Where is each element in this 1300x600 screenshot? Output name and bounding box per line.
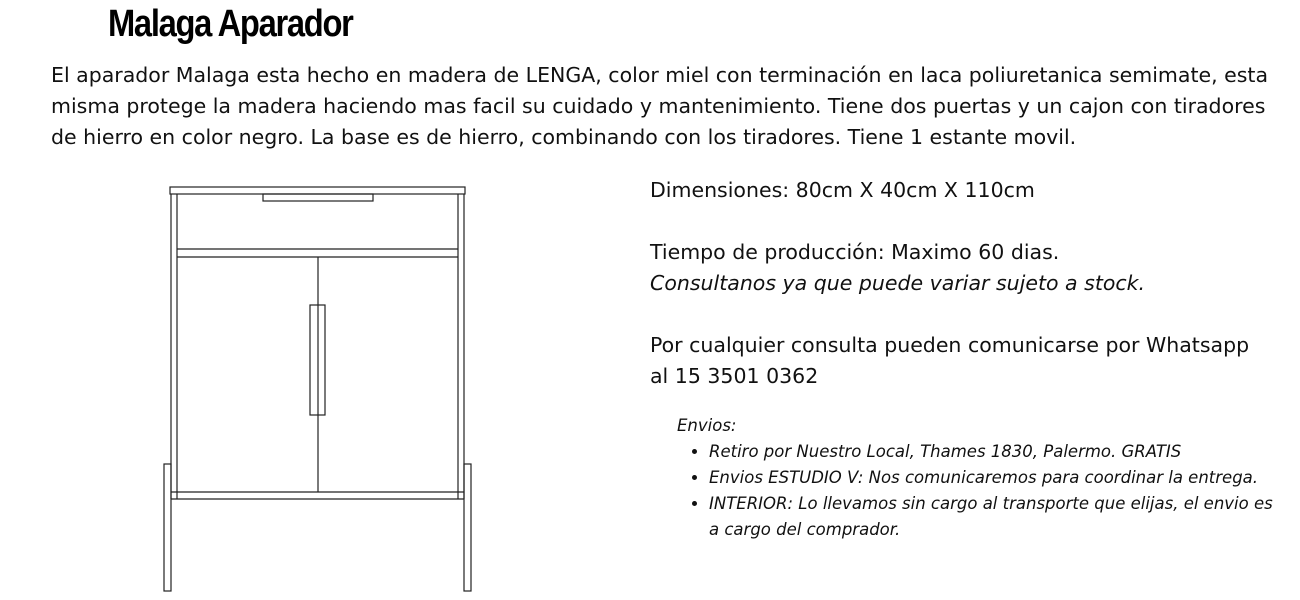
sideboard-drawing — [160, 183, 480, 595]
product-description: El aparador Malaga esta hecho en madera de LENGA, color miel con terminación en laca poliuretanica semimate, esta misma protege la madera haciendo mas facil su cuidado y mantenimiento. Tiene dos puertas y un cajon con tiradores de hierro en color negro. La base es de hierro, combinando con los tiradores. Tiene 1 estante movil. — [51, 63, 1269, 149]
left-leg — [164, 464, 171, 591]
contact-text: Por cualquier consulta pueden comunicarse por Whatsapp al 15 3501 0362 — [650, 333, 1250, 388]
right-leg — [464, 464, 471, 591]
product-details — [650, 175, 1270, 392]
production-time-text: Tiempo de producción: Maximo 60 dias. — [650, 240, 1060, 264]
dimensions-text: Dimensiones: 80cm X 40cm X 110cm — [650, 178, 1035, 202]
drawer-handle — [263, 194, 373, 201]
shipping-option-estudio: • Envios ESTUDIO V: Nos comunicaremos para coordinar la entrega. — [709, 465, 1277, 491]
shipping-heading: Envios: — [677, 416, 737, 435]
shipping-option-pickup: • Retiro por Nuestro Local, Thames 1830, Palermo. GRATIS — [709, 439, 1277, 465]
shipping-option-interior: • INTERIOR: Lo llevamos sin cargo al transporte que elijas, el envio es a cargo del comprador. — [709, 491, 1277, 543]
shipping-section — [677, 413, 1277, 543]
stock-note-text: Consultanos ya que puede variar sujeto a stock. — [650, 271, 1146, 295]
sideboard-top — [170, 187, 465, 194]
page-title: Malaga Aparador — [108, 3, 353, 45]
shipping-list — [677, 439, 1277, 543]
